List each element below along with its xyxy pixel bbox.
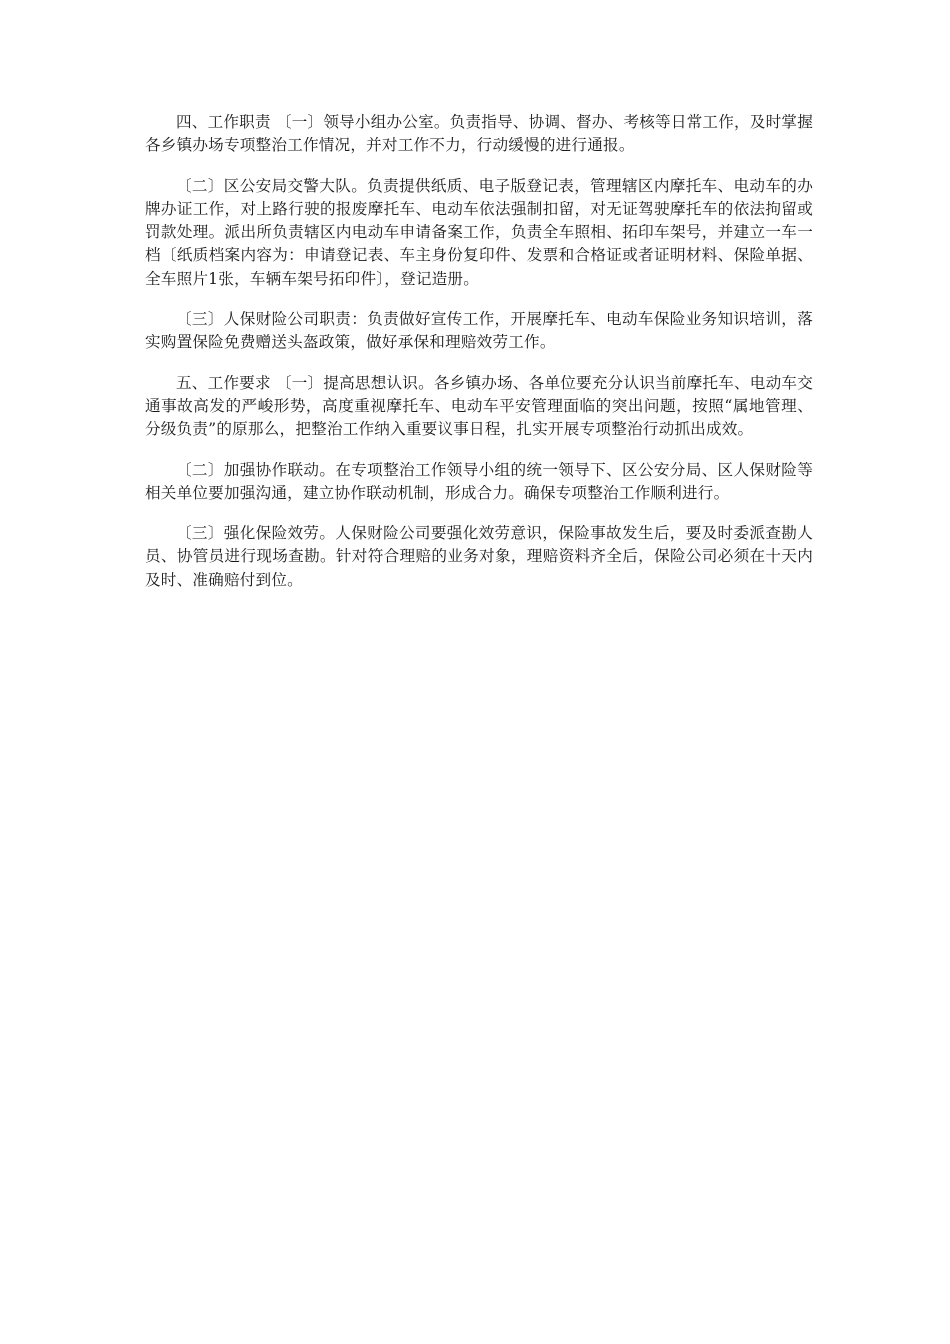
paragraph-requirements-awareness: 五、工作要求 〔一〕提高思想认识。各乡镇办场、各单位要充分认识当前摩托车、电动车交通事故高发的严峻形势，高度重视摩托车、电动车平安管理面临的突出问题，按照“属地管理、分级负责”的原那么，把整治工作纳入重要议事日程，扎实开展专项整治行动抓出成效。 bbox=[145, 373, 813, 439]
paragraph-requirements-cooperation: 〔二〕加强协作联动。在专项整治工作领导小组的统一领导下、区公安分局、区人保财险等相关单位要加强沟通，建立协作联动机制，形成合力。确保专项整治工作顺利进行。 bbox=[145, 460, 813, 502]
document-body bbox=[145, 111, 813, 609]
paragraph-duties-traffic-police: 〔二〕区公安局交警大队。负责提供纸质、电子版登记表，管理辖区内摩托车、电动车的办牌办证工作，对上路行驶的报废摩托车、电动车依法强制扣留，对无证驾驶摩托车的依法拘留或罚款处理。派出所负责辖区内电动车申请备案工作，负责全车照相、拓印车架号，并建立一车一档〔纸质档案内容为：申请登记表、车主身份复印件、发票和合格证或者证明材料、保险单据、全车照片1张，车辆车架号拓印件〕，登记造册。 bbox=[145, 176, 813, 288]
paragraph-duties-office: 四、工作职责 〔一〕领导小组办公室。负责指导、协调、督办、考核等日常工作，及时掌握各乡镇办场专项整治工作情况，并对工作不力，行动缓慢的进行通报。 bbox=[145, 113, 813, 155]
paragraph-duties-insurance: 〔三〕人保财险公司职责：负责做好宣传工作，开展摩托车、电动车保险业务知识培训，落实购置保险免费赠送头盔政策，做好承保和理赔效劳工作。 bbox=[145, 310, 813, 352]
paragraph-requirements-insurance-service: 〔三〕强化保险效劳。人保财险公司要强化效劳意识，保险事故发生后，要及时委派查勘人员、协管员进行现场查勘。针对符合理赔的业务对象，理赔资料齐全后，保险公司必须在十天内及时、准确赔付到位。 bbox=[145, 524, 813, 589]
